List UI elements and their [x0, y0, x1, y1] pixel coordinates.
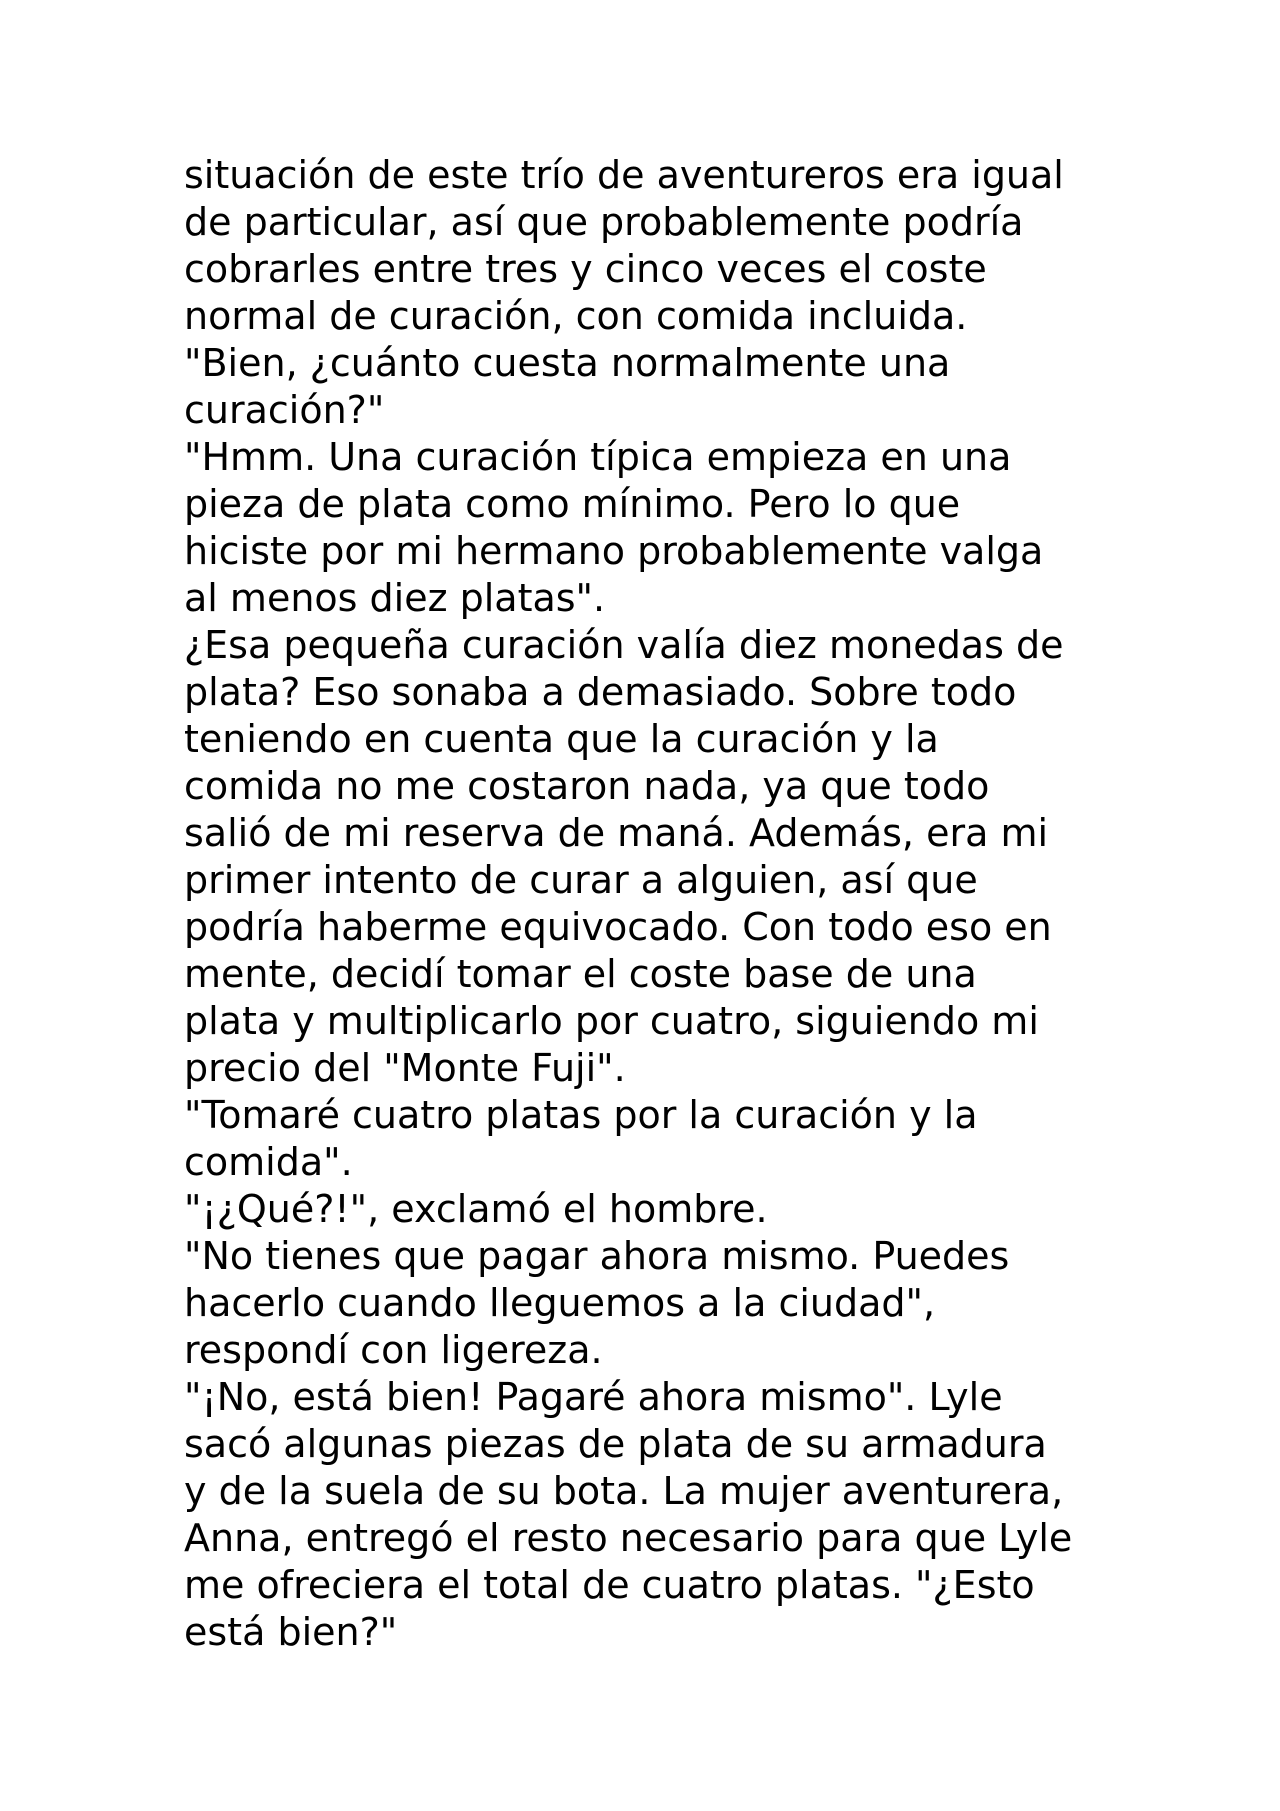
text-line: hiciste por mi hermano probablemente valga: [184, 529, 1044, 573]
text-line: "Tomaré cuatro platas por la curación y la: [184, 1093, 978, 1137]
text-line: de particular, así que probablemente podría: [184, 200, 1024, 244]
text-line: comida no me costaron nada, ya que todo: [184, 764, 990, 808]
text-line: "Hmm. Una curación típica empieza en una: [184, 435, 1012, 479]
text-line: normal de curación, con comida incluida.: [184, 294, 968, 338]
text-line: respondí con ligereza.: [184, 1328, 603, 1372]
text-line: me ofreciera el total de cuatro platas. "¿Esto: [184, 1563, 1035, 1607]
text-line: "¡No, está bien! Pagaré ahora mismo". Lyle: [184, 1375, 1003, 1419]
text-line: podría haberme equivocado. Con todo eso en: [184, 905, 1052, 949]
text-line: comida".: [184, 1140, 353, 1184]
text-line: al menos diez platas".: [184, 576, 606, 620]
text-line: situación de este trío de aventureros era igual: [184, 153, 1064, 197]
text-line: salió de mi reserva de maná. Además, era mi: [184, 811, 1049, 855]
text-line: "¡¿Qué?!", exclamó el hombre.: [184, 1187, 768, 1231]
text-line: cobrarles entre tres y cinco veces el coste: [184, 247, 987, 291]
text-line: primer intento de curar a alguien, así que: [184, 858, 978, 902]
text-line: Anna, entregó el resto necesario para que Lyle: [184, 1516, 1073, 1560]
text-line: plata? Eso sonaba a demasiado. Sobre todo: [184, 670, 1017, 714]
text-line: y de la suela de su bota. La mujer aventurera,: [184, 1469, 1064, 1513]
text-line: ¿Esa pequeña curación valía diez monedas de: [184, 623, 1064, 667]
text-line: "No tienes que pagar ahora mismo. Puedes: [184, 1234, 1010, 1278]
text-line: curación?": [184, 388, 385, 432]
text-line: "Bien, ¿cuánto cuesta normalmente una: [184, 341, 951, 385]
text-line: teniendo en cuenta que la curación y la: [184, 717, 939, 761]
text-line: plata y multiplicarlo por cuatro, siguiendo mi: [184, 999, 1039, 1043]
body-text: [184, 152, 1124, 1656]
text-line: mente, decidí tomar el coste base de una: [184, 952, 977, 996]
text-line: pieza de plata como mínimo. Pero lo que: [184, 482, 961, 526]
text-line: precio del "Monte Fuji".: [184, 1046, 626, 1090]
text-line: hacerlo cuando lleguemos a la ciudad",: [184, 1281, 936, 1325]
text-line: sacó algunas piezas de plata de su armadura: [184, 1422, 1047, 1466]
text-line: está bien?": [184, 1610, 398, 1654]
